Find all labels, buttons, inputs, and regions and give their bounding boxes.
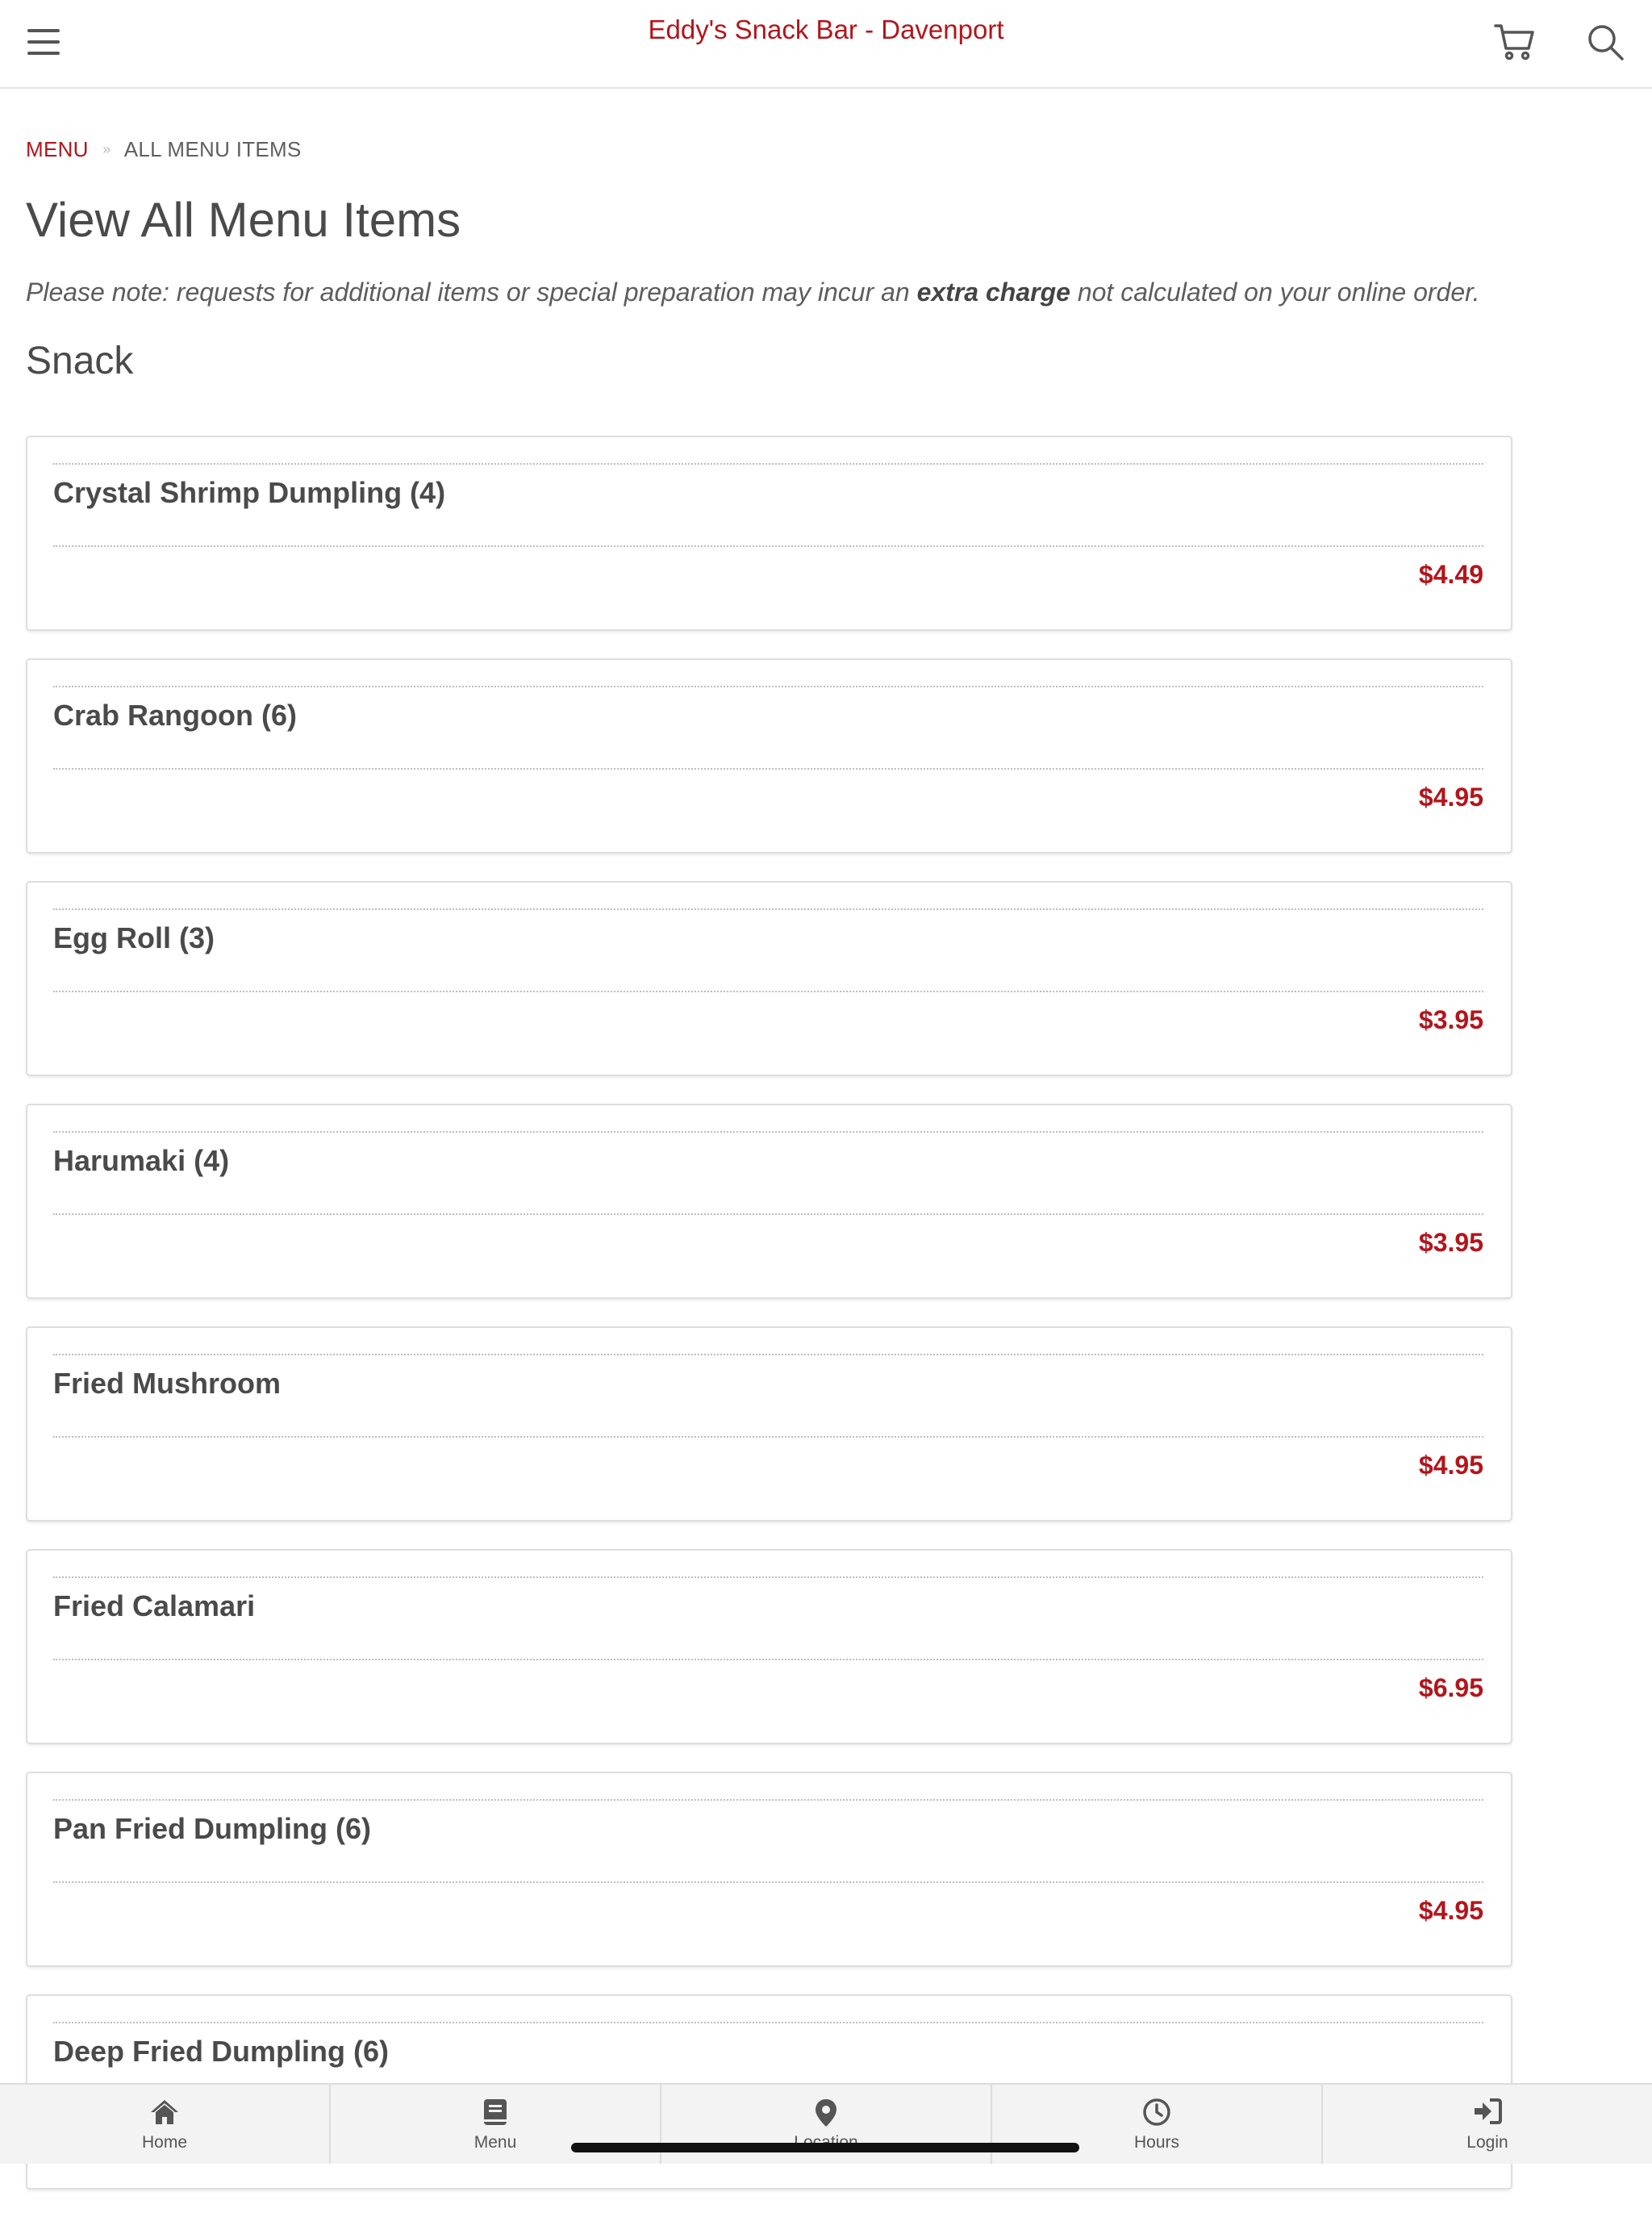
location-pin-icon xyxy=(814,2098,838,2128)
nav-home[interactable] xyxy=(0,2085,331,2164)
menu-item-name: Crystal Shrimp Dumpling (4) xyxy=(53,476,446,509)
menu-item-price: $4.49 xyxy=(1418,560,1483,589)
nav-label: Home xyxy=(141,2133,188,2152)
breadcrumb-current: ALL MENU ITEMS xyxy=(123,137,302,161)
menu-item-card[interactable] xyxy=(26,1772,1512,1967)
cart-icon[interactable] xyxy=(1494,23,1536,61)
search-icon[interactable] xyxy=(1586,23,1626,63)
menu-item-card[interactable] xyxy=(26,436,1512,631)
page-title: View All Menu Items xyxy=(26,193,461,247)
menu-item-card[interactable] xyxy=(26,1104,1512,1299)
menu-item-price: $3.95 xyxy=(1418,1005,1483,1034)
breadcrumb xyxy=(26,137,302,162)
nav-login[interactable] xyxy=(1323,2085,1652,2164)
menu-item-price: $4.95 xyxy=(1418,1451,1483,1480)
menu-item-name: Egg Roll (3) xyxy=(53,921,215,954)
site-title[interactable]: Eddy's Snack Bar - Davenport xyxy=(648,15,1004,44)
home-indicator[interactable] xyxy=(571,2143,1079,2152)
nav-label: Login xyxy=(1466,2133,1508,2152)
menu-item-card[interactable] xyxy=(26,1326,1512,1522)
menu-item-price: $6.95 xyxy=(1418,1673,1483,1702)
note-bold-text: extra charge xyxy=(916,278,1070,307)
menu-item-card[interactable] xyxy=(26,658,1512,854)
menu-item-list xyxy=(26,436,1512,2217)
top-header xyxy=(0,0,1652,89)
nav-label: Menu xyxy=(473,2133,517,2152)
menu-item-name: Harumaki (4) xyxy=(53,1144,230,1177)
menu-item-name: Crab Rangoon (6) xyxy=(53,699,297,732)
menu-item-name: Deep Fried Dumpling (6) xyxy=(53,2035,390,2068)
breadcrumb-separator: » xyxy=(102,141,111,157)
extra-charge-note xyxy=(26,278,1480,307)
menu-item-card[interactable] xyxy=(26,881,1512,1076)
section-title: Snack xyxy=(26,340,134,382)
menu-item-card[interactable] xyxy=(26,1549,1512,1744)
menu-book-icon xyxy=(482,2098,508,2127)
home-icon xyxy=(149,2098,180,2127)
nav-label: Hours xyxy=(1133,2133,1180,2152)
breadcrumb-menu-link[interactable]: MENU xyxy=(26,137,89,161)
note-text-before: Please note: requests for additional items or special preparation may incur an xyxy=(26,278,917,307)
clock-icon xyxy=(1142,2098,1171,2127)
login-icon xyxy=(1472,2098,1503,2125)
menu-item-price: $3.95 xyxy=(1418,1228,1483,1257)
menu-item-name: Fried Mushroom xyxy=(53,1367,282,1400)
menu-item-name: Pan Fried Dumpling (6) xyxy=(53,1812,372,1845)
menu-item-price: $4.95 xyxy=(1418,783,1483,812)
note-text-after: not calculated on your online order. xyxy=(1070,278,1480,307)
menu-item-name: Fried Calamari xyxy=(53,1589,256,1622)
menu-item-price: $4.95 xyxy=(1418,1896,1483,1925)
